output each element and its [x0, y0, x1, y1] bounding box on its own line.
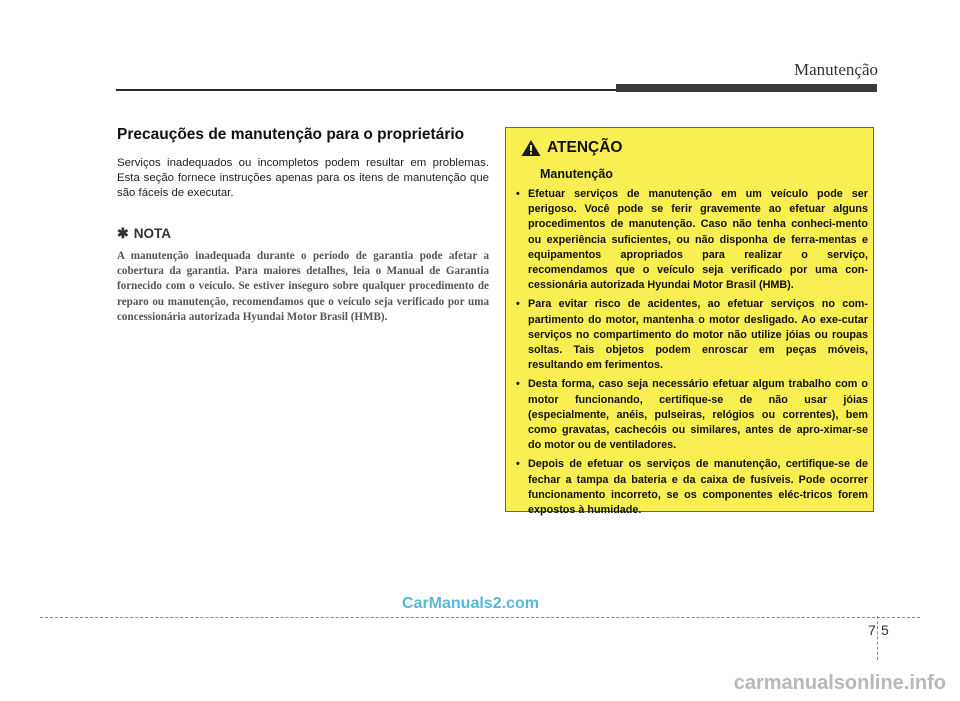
page-number: 5: [881, 622, 889, 638]
watermark-carmanuals2[interactable]: CarManuals2.com: [402, 595, 539, 612]
warning-item-text: Desta forma, caso seja necessário efetuar algum trabalho com o motor funcionando, certifique-se de não usar jóias (especialmente, anéis, pulseiras, relógios ou correntes), bem como gravatas, cachecóis ou similares, antes de apro-ximar-se do motor ou de ventiladores.: [528, 378, 868, 452]
warning-list: [516, 187, 868, 522]
left-column: [117, 126, 489, 325]
header-section-title: Manutenção: [793, 60, 878, 79]
warning-header: [521, 139, 623, 157]
warning-box: [505, 127, 874, 517]
warning-item-text: Depois de efetuar os serviços de manutenção, certifique-se de fechar a tampa da bateria e da caixa de fusíveis. Pode ocorrer funcionamento incorreto, se os componentes eléc-tricos forem expostos à humidade.: [528, 458, 868, 517]
section-heading: Precauções de manutenção para o proprietário: [117, 126, 465, 143]
bullet-icon: •: [516, 298, 520, 311]
warning-item-text: Para evitar risco de acidentes, ao efetuar serviços no com-partimento do motor, mantenha o motor desligado. Ao exe-cutar serviços no compartimento do motor não utilize jóias ou roupas soltas. Tais objetos podem enroscar em peças móveis, resultando em ferimentos.: [528, 298, 868, 372]
watermark-carmanualsonline[interactable]: carmanualsonline.info: [733, 672, 946, 694]
intro-paragraph: Serviços inadequados ou incompletos podem resultar em problemas. Esta seção fornece instruções apenas para os itens de manutenção que são fáceis de executar.: [117, 157, 489, 199]
footer-rule: [40, 617, 920, 618]
warning-item: [516, 297, 868, 373]
warning-item: [516, 187, 868, 293]
header-rule-bar: [616, 84, 877, 92]
bullet-icon: •: [516, 378, 520, 391]
warning-item: [516, 377, 868, 453]
header-rule: [116, 89, 616, 91]
chapter-number: 7: [868, 622, 876, 638]
nota-heading: [117, 225, 489, 242]
warning-triangle-icon: [521, 139, 541, 157]
warning-item-text: Efetuar serviços de manutenção em um veículo pode ser perigoso. Você pode se ferir gravemente ao efetuar alguns procedimentos de manutenção. Caso não tenha conheci-mento ou experiência suficientes, ou não disponha de ferra-mentas e equipamentos apropriados para realizar o serviço, recomendamos que o veículo seja verificado por uma con-cessionária autorizada Hyundai Motor Brasil (HMB).: [528, 188, 868, 292]
nota-label: NOTA: [133, 226, 171, 241]
bullet-icon: •: [516, 458, 520, 471]
bullet-icon: •: [516, 188, 520, 200]
page-number-divider: [877, 616, 878, 660]
nota-text: A manutenção inadequada durante o período de garantia pode afetar a cobertura da garantia. Para maiores detalhes, leia o Manual de Garantia fornecido com o veículo. Se estiver inseguro sobre qualquer procedimento de reparo ou manutenção, recomendamos que o veículo seja verificado por uma concessionária autorizada Hyundai Motor Brasil (HMB).: [117, 250, 489, 323]
warning-subtitle: Manutenção: [540, 167, 613, 181]
asterisk-icon: ✱: [117, 225, 129, 241]
warning-title: ATENÇÃO: [547, 139, 623, 156]
warning-item: [516, 457, 868, 518]
